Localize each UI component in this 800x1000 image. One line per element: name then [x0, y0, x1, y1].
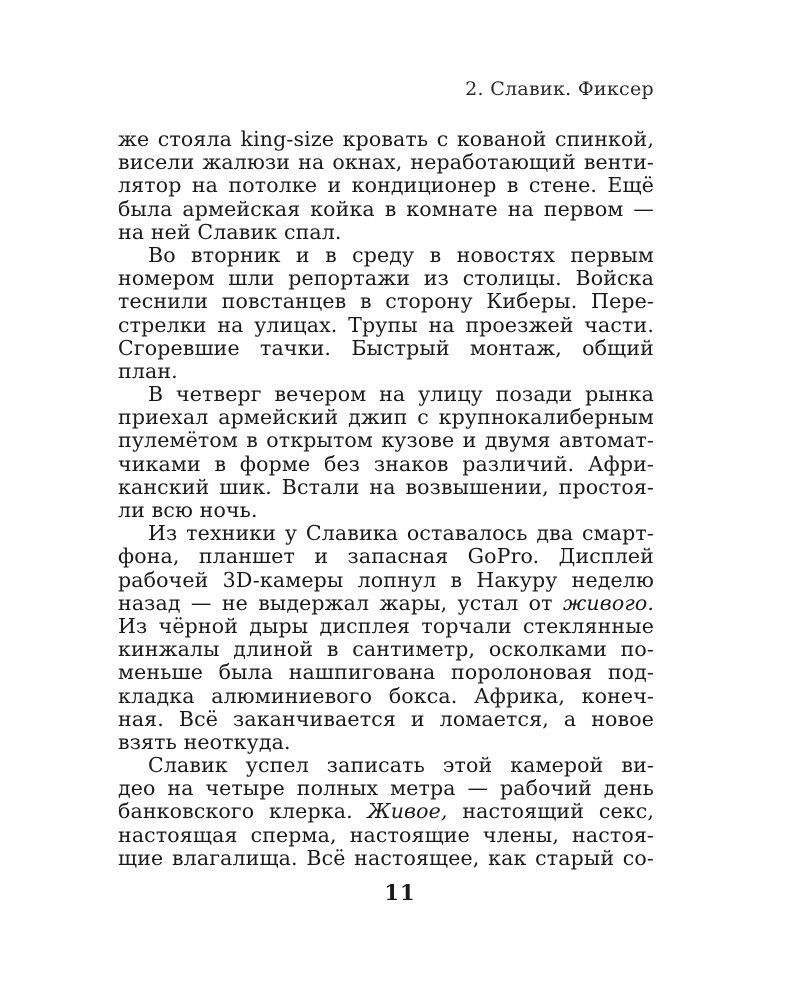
text-line: номером шли репортажи из столицы. Войска — [118, 266, 654, 291]
text-line: кладка алюминиевого бокса. Африка, конеч- — [118, 683, 654, 708]
text-line: план. — [118, 358, 178, 383]
text-line: лятор на потолке и кондиционер в стене. Ещё — [118, 173, 654, 198]
text-line: висели жалюзи на окнах, неработающий венти- — [118, 150, 654, 175]
text-line: взять неоткуда. — [118, 729, 291, 754]
text-line: чиками в форме без знаков различий. Афри- — [118, 451, 654, 476]
text-line: кинжалы длиной в сантиметр, осколками по- — [118, 637, 654, 662]
body-text — [118, 128, 654, 870]
text-line: Из техники у Славика оставалось два смарт- — [148, 521, 654, 546]
text-line: назад — не выдержал жары, устал от живого. — [118, 590, 654, 615]
text-line: Во вторник и в среду в новостях первым — [148, 242, 654, 267]
text-line: настоящая сперма, настоящие члены, настоя- — [118, 822, 654, 847]
text-line: пулемётом в открытом кузове и двумя автомат- — [118, 428, 654, 453]
text-line: стрелки на улицах. Трупы на проезжей части. — [118, 312, 654, 337]
text-line: В четверг вечером на улицу позади рынка — [148, 382, 654, 407]
text-line: приехал армейский джип с крупнокалиберным — [118, 405, 654, 430]
text-line: ная. Всё заканчивается и ломается, а новое — [118, 706, 654, 731]
text-line: Сгоревшие тачки. Быстрый монтаж, общий — [118, 335, 654, 360]
text-line: же стояла king-size кровать с кованой спинкой, — [118, 127, 654, 151]
text-line: была армейская койка в комнате на первом — — [118, 196, 654, 221]
text-line: на ней Славик спал. — [118, 219, 342, 244]
text-line: теснили повстанцев в сторону Киберы. Пере- — [118, 289, 654, 314]
text-line: банковского клерка. Живое, настоящий секс, — [118, 799, 654, 824]
text-line: Из чёрной дыры дисплея торчали стеклянные — [118, 613, 654, 638]
text-line: меньше была нашпигована поролоновая под- — [118, 660, 654, 685]
text-line: щие влагалища. Всё настоящее, как старый со- — [118, 845, 654, 870]
text-line: канский шик. Встали на возвышении, простоя- — [118, 474, 654, 499]
text-line: ли всю ночь. — [118, 498, 258, 522]
text-line: фона, планшет и запасная GoPro. Дисплей — [118, 544, 654, 569]
page-number: 11 — [384, 880, 416, 905]
text-line: део на четыре полных метра — рабочий день — [118, 776, 654, 801]
emphasis: живого. — [562, 590, 654, 615]
running-header: 2. Славик. Фиксер — [465, 78, 654, 100]
text-line: рабочей 3D-камеры лопнул в Накуру неделю — [118, 567, 654, 592]
text-line: Славик успел записать этой камерой ви- — [148, 753, 654, 778]
emphasis: Живое, — [367, 799, 448, 824]
